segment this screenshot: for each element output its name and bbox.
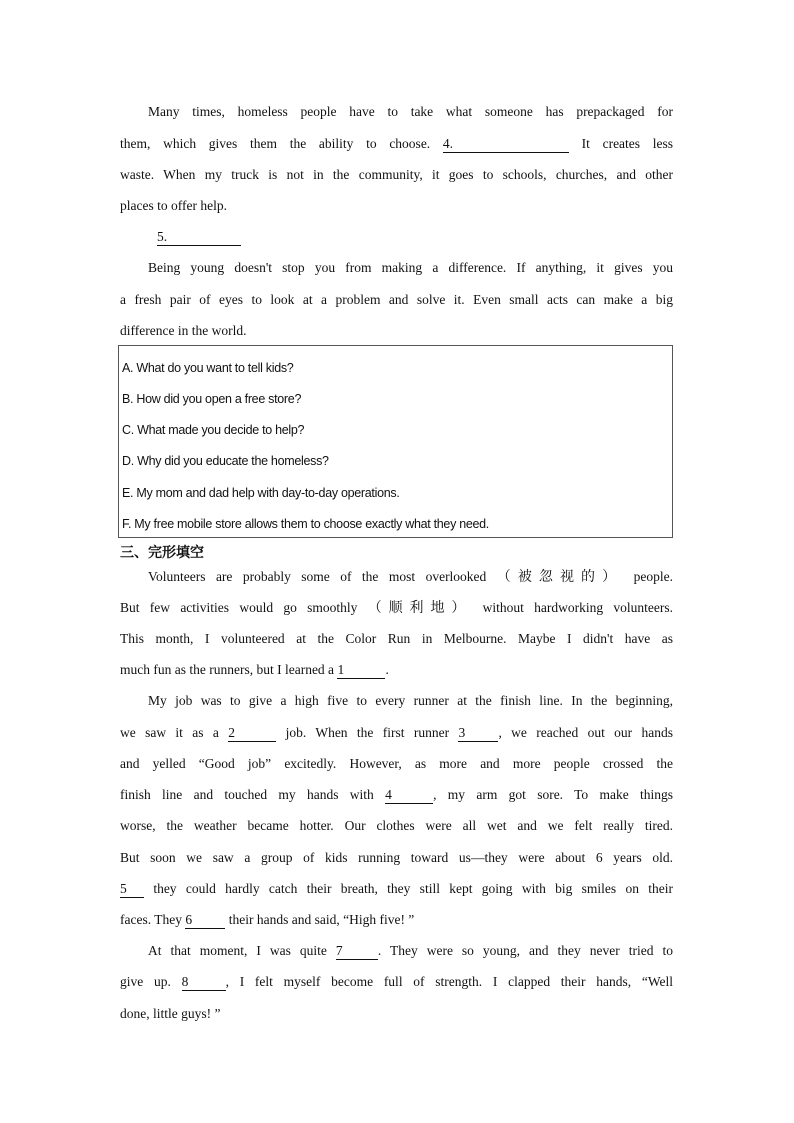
paragraph-line bbox=[120, 599, 673, 617]
paragraph-text: , we reached out our hands bbox=[498, 725, 674, 740]
paragraph-text: without hardworking volunteers. bbox=[482, 600, 674, 615]
paragraph-line: Many times, homeless people have to take what someone has prepackaged for bbox=[148, 104, 673, 119]
paragraph-line: places to offer help. bbox=[120, 198, 227, 213]
paragraph-line: done, little guys! ” bbox=[120, 1006, 221, 1021]
paragraph-text: their hands and said, “High five! ” bbox=[228, 912, 415, 927]
paragraph-text: . They were so young, and they never tried to bbox=[377, 943, 673, 958]
paragraph-text: faces. They bbox=[120, 912, 182, 927]
question-5-line bbox=[157, 228, 357, 246]
paragraph-text: . bbox=[385, 662, 389, 677]
answer-blank-5[interactable]: 5 bbox=[120, 881, 144, 898]
answer-blank-6[interactable]: 6 bbox=[185, 912, 225, 929]
paragraph-line: a fresh pair of eyes to look at a problem and solve it. Even small acts can make a big bbox=[120, 292, 673, 307]
paragraph-text: Volunteers are probably some of the most overlooked bbox=[148, 569, 487, 584]
option-c: C. What made you decide to help? bbox=[122, 423, 305, 437]
paragraph-line bbox=[120, 135, 673, 153]
paragraph-text: , my arm got sore. To make things bbox=[433, 787, 674, 802]
paragraph-text: we saw it as a bbox=[120, 725, 219, 740]
paragraph-line bbox=[120, 724, 673, 742]
paragraph-text: But few activities would go smoothly bbox=[120, 600, 358, 615]
option-f: F. My free mobile store allows them to choose exactly what they need. bbox=[122, 517, 489, 531]
paragraph-text: give up. bbox=[120, 974, 171, 989]
chinese-gloss: （顺利地） bbox=[367, 600, 473, 616]
paragraph-line: This month, I volunteered at the Color Run in Melbourne. Maybe I didn't have as bbox=[120, 631, 673, 646]
paragraph-line bbox=[120, 786, 673, 804]
answer-blank-1[interactable]: 1 bbox=[337, 662, 385, 679]
paragraph-line: difference in the world. bbox=[120, 323, 247, 338]
section-title: 三、完形填空 bbox=[120, 545, 204, 561]
paragraph-line: waste. When my truck is not in the community, it goes to schools, churches, and other bbox=[120, 167, 673, 182]
paragraph-text: , I felt myself become full of strength. I clapped their hands, “Well bbox=[225, 974, 674, 989]
paragraph-line bbox=[120, 661, 673, 679]
answer-blank-3[interactable]: 3 bbox=[458, 725, 498, 742]
paragraph-line bbox=[120, 973, 673, 991]
answer-blank-7[interactable]: 7 bbox=[336, 943, 378, 960]
answer-blank-4[interactable]: 4. bbox=[443, 136, 569, 153]
paragraph-line bbox=[148, 568, 673, 586]
answer-blank-4[interactable]: 4 bbox=[385, 787, 433, 804]
option-e: E. My mom and dad help with day-to-day operations. bbox=[122, 486, 400, 500]
paragraph-text: they could hardly catch their breath, they still kept going with big smiles on their bbox=[153, 881, 674, 896]
chinese-gloss: （被忽视的） bbox=[496, 569, 624, 585]
paragraph-text: them, which gives them the ability to choose. bbox=[120, 136, 431, 151]
paragraph-text: people. bbox=[633, 569, 674, 584]
answer-blank-2[interactable]: 2 bbox=[228, 725, 276, 742]
paragraph-text: much fun as the runners, but I learned a bbox=[120, 662, 335, 677]
options-box bbox=[118, 345, 673, 538]
paragraph-line: But soon we saw a group of kids running toward us—they were about 6 years old. bbox=[120, 850, 673, 865]
paragraph-text: finish line and touched my hands with bbox=[120, 787, 374, 802]
paragraph-line bbox=[148, 942, 673, 960]
paragraph-line: and yelled “Good job” excitedly. However, as more and more people crossed the bbox=[120, 756, 673, 771]
paragraph-line: worse, the weather became hotter. Our clothes were all wet and we felt really tired. bbox=[120, 818, 673, 833]
paragraph-line: Being young doesn't stop you from making a difference. If anything, it gives you bbox=[148, 260, 673, 275]
option-b: B. How did you open a free store? bbox=[122, 392, 302, 406]
answer-blank-8[interactable]: 8 bbox=[182, 974, 226, 991]
paragraph-text: It creates less bbox=[581, 136, 674, 151]
option-a: A. What do you want to tell kids? bbox=[122, 361, 294, 375]
paragraph-line bbox=[120, 911, 673, 929]
paragraph-text: At that moment, I was quite bbox=[148, 943, 327, 958]
paragraph-text: job. When the first runner bbox=[285, 725, 450, 740]
paragraph-line bbox=[120, 880, 673, 898]
option-d: D. Why did you educate the homeless? bbox=[122, 454, 329, 468]
answer-blank-5[interactable]: 5. bbox=[157, 229, 241, 246]
paragraph-line: My job was to give a high five to every runner at the finish line. In the beginning, bbox=[148, 693, 673, 708]
